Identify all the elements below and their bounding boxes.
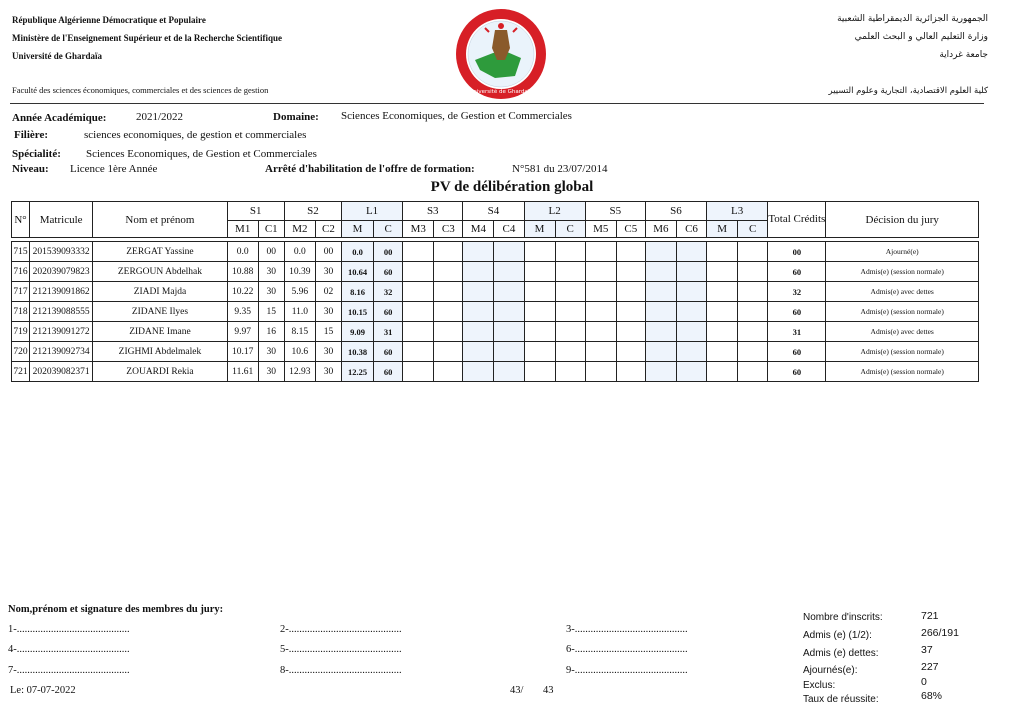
cell-lm: 10.64 — [341, 262, 373, 282]
filiere-value: sciences economiques, de gestion et commerciales — [84, 129, 307, 141]
cell-empty — [463, 242, 494, 262]
cell-empty — [676, 262, 706, 282]
table-row — [12, 302, 979, 322]
cell-empty — [616, 262, 645, 282]
cell-empty — [585, 302, 616, 322]
subheader-3: C2 — [315, 221, 341, 238]
page-title: PV de délibération global — [430, 179, 594, 195]
stat-label-dettes: Admis (e) dettes: — [803, 648, 879, 659]
cell-empty — [403, 362, 434, 382]
cell-empty — [463, 282, 494, 302]
faculty-french: Faculté des sciences économiques, commerciales et des sciences de gestion — [12, 85, 269, 95]
cell-empty — [616, 342, 645, 362]
cell-empty — [585, 362, 616, 382]
cell-c1: 30 — [258, 282, 284, 302]
subheader-9: C4 — [494, 221, 524, 238]
cell-total: 60 — [768, 302, 826, 322]
cell-nom: ZERGAT Yassine — [93, 242, 227, 262]
stat-value-dettes: 37 — [921, 644, 933, 656]
header-right-line-1: الجمهورية الجزائرية الديمقراطية الشعبية — [837, 14, 988, 24]
arrete-label: Arrêté d'habilitation de l'offre de formation: — [265, 163, 475, 175]
cell-c2: 30 — [315, 342, 341, 362]
cell-matricule: 201539093332 — [30, 242, 93, 262]
header-left-line-1: République Algérienne Démocratique et Populaire — [12, 15, 206, 25]
cell-lc: 31 — [374, 322, 403, 342]
cell-lc: 60 — [374, 342, 403, 362]
cell-c2: 15 — [315, 322, 341, 342]
cell-no: 718 — [12, 302, 30, 322]
table-row — [12, 322, 979, 342]
cell-empty — [707, 282, 738, 302]
subheader-11: C — [555, 221, 585, 238]
cell-lc: 60 — [374, 302, 403, 322]
cell-empty — [585, 342, 616, 362]
cell-nom: ZIDANE Ilyes — [93, 302, 227, 322]
cell-empty — [738, 302, 768, 322]
signature-line-3: 3-........................................... — [566, 624, 688, 635]
cell-empty — [434, 262, 463, 282]
cell-empty — [463, 362, 494, 382]
subheader-1: C1 — [258, 221, 284, 238]
cell-empty — [434, 242, 463, 262]
stat-label-ajournes: Ajournés(e): — [803, 665, 858, 676]
cell-empty — [738, 282, 768, 302]
cell-m2: 10.39 — [284, 262, 315, 282]
cell-total: 00 — [768, 242, 826, 262]
cell-empty — [645, 342, 676, 362]
subheader-0: M1 — [227, 221, 258, 238]
cell-nom: ZIDANE Imane — [93, 322, 227, 342]
cell-c2: 02 — [315, 282, 341, 302]
subheader-8: M4 — [463, 221, 494, 238]
cell-empty — [403, 302, 434, 322]
subheader-4: M — [341, 221, 373, 238]
logo-caption: Université de Ghardaïa — [469, 89, 533, 95]
cell-empty — [585, 262, 616, 282]
stat-label-taux: Taux de réussite: — [803, 694, 879, 705]
signature-line-5: 5-........................................... — [280, 644, 402, 655]
cell-c2: 30 — [315, 302, 341, 322]
cell-empty — [494, 342, 524, 362]
cell-empty — [403, 262, 434, 282]
cell-decision: Admis(e) (session normale) — [826, 262, 979, 282]
cell-c2: 30 — [315, 362, 341, 382]
header-s6: S6 — [645, 202, 706, 221]
cell-empty — [676, 242, 706, 262]
table-row — [12, 362, 979, 382]
cell-empty — [645, 282, 676, 302]
cell-empty — [645, 362, 676, 382]
cell-empty — [707, 262, 738, 282]
cell-lm: 9.09 — [341, 322, 373, 342]
cell-empty — [738, 262, 768, 282]
header-nom: Nom et prénom — [93, 202, 227, 238]
cell-empty — [494, 322, 524, 342]
cell-m1: 10.17 — [227, 342, 258, 362]
cell-empty — [555, 342, 585, 362]
cell-no: 716 — [12, 262, 30, 282]
cell-empty — [463, 302, 494, 322]
cell-decision: Admis(e) (session normale) — [826, 342, 979, 362]
cell-empty — [585, 282, 616, 302]
cell-empty — [585, 242, 616, 262]
subheader-10: M — [524, 221, 555, 238]
cell-m2: 11.0 — [284, 302, 315, 322]
cell-c1: 30 — [258, 362, 284, 382]
signature-line-2: 2-........................................... — [280, 624, 402, 635]
stat-label-exclus: Exclus: — [803, 680, 836, 691]
cell-no: 717 — [12, 282, 30, 302]
subheader-2: M2 — [284, 221, 315, 238]
cell-empty — [738, 322, 768, 342]
annee-label: Année Académique: — [12, 112, 107, 124]
annee-value: 2021/2022 — [136, 111, 184, 123]
subheader-6: M3 — [403, 221, 434, 238]
cell-empty — [616, 242, 645, 262]
cell-total: 32 — [768, 282, 826, 302]
arrete-value: N°581 du 23/07/2014 — [512, 163, 608, 175]
cell-lm: 10.38 — [341, 342, 373, 362]
cell-empty — [645, 322, 676, 342]
cell-empty — [616, 282, 645, 302]
cell-empty — [707, 302, 738, 322]
page-total: 43 — [543, 685, 554, 696]
cell-c2: 00 — [315, 242, 341, 262]
cell-c2: 30 — [315, 262, 341, 282]
specialite-label: Spécialité: — [12, 148, 61, 160]
cell-lm: 10.15 — [341, 302, 373, 322]
cell-m2: 10.6 — [284, 342, 315, 362]
cell-lm: 8.16 — [341, 282, 373, 302]
cell-matricule: 212139092734 — [30, 342, 93, 362]
cell-empty — [403, 342, 434, 362]
cell-no: 719 — [12, 322, 30, 342]
cell-m1: 9.35 — [227, 302, 258, 322]
stat-value-inscrits: 721 — [921, 610, 939, 622]
signature-line-7: 7-........................................... — [8, 665, 130, 676]
cell-empty — [738, 362, 768, 382]
signature-line-9: 9-........................................... — [566, 665, 688, 676]
cell-nom: ZOUARDI Rekia — [93, 362, 227, 382]
cell-nom: ZIADI Majda — [93, 282, 227, 302]
cell-decision: Admis(e) avec dettes — [826, 322, 979, 342]
cell-empty — [707, 322, 738, 342]
cell-lc: 32 — [374, 282, 403, 302]
cell-m1: 10.88 — [227, 262, 258, 282]
specialite-value: Sciences Economiques, de Gestion et Commerciales — [86, 148, 317, 160]
table-row — [12, 342, 979, 362]
cell-empty — [463, 342, 494, 362]
cell-empty — [434, 322, 463, 342]
cell-decision: Admis(e) avec dettes — [826, 282, 979, 302]
stat-value-taux: 68% — [921, 690, 943, 702]
cell-empty — [434, 282, 463, 302]
cell-total: 31 — [768, 322, 826, 342]
header-s3: S3 — [403, 202, 463, 221]
cell-empty — [494, 242, 524, 262]
cell-empty — [524, 242, 555, 262]
subheader-12: M5 — [585, 221, 616, 238]
subheader-5: C — [374, 221, 403, 238]
header-s2: S2 — [284, 202, 341, 221]
cell-empty — [434, 302, 463, 322]
cell-empty — [494, 262, 524, 282]
cell-m2: 8.15 — [284, 322, 315, 342]
cell-c1: 30 — [258, 262, 284, 282]
cell-empty — [555, 322, 585, 342]
cell-empty — [645, 262, 676, 282]
cell-decision: Admis(e) (session normale) — [826, 362, 979, 382]
header-s1: S1 — [227, 202, 284, 221]
header-divider — [10, 103, 984, 104]
signature-line-8: 8-........................................... — [280, 665, 402, 676]
cell-empty — [524, 342, 555, 362]
cell-lc: 60 — [374, 262, 403, 282]
cell-m1: 0.0 — [227, 242, 258, 262]
cell-empty — [403, 242, 434, 262]
header-s5: S5 — [585, 202, 645, 221]
table-row — [12, 262, 979, 282]
cell-empty — [645, 242, 676, 262]
cell-total: 60 — [768, 262, 826, 282]
cell-empty — [555, 242, 585, 262]
university-seal-icon — [455, 8, 547, 100]
stat-value-admis: 266/191 — [921, 627, 959, 639]
cell-empty — [555, 262, 585, 282]
cell-empty — [403, 282, 434, 302]
cell-empty — [645, 302, 676, 322]
date: Le: 07-07-2022 — [10, 685, 76, 696]
faculty-arabic: كلية العلوم الاقتصادية، التجارية وعلوم التسيير — [828, 86, 988, 96]
header-left-line-3: Université de Ghardaïa — [12, 51, 102, 61]
subheader-14: M6 — [645, 221, 676, 238]
cell-matricule: 212139091862 — [30, 282, 93, 302]
cell-empty — [676, 342, 706, 362]
stat-value-ajournes: 227 — [921, 661, 939, 673]
subheader-17: C — [738, 221, 768, 238]
cell-no: 721 — [12, 362, 30, 382]
cell-empty — [524, 262, 555, 282]
cell-total: 60 — [768, 342, 826, 362]
cell-empty — [463, 322, 494, 342]
deliberation-table — [11, 201, 979, 382]
header-left-line-2: Ministère de l'Enseignement Supérieur et de la Recherche Scientifique — [12, 33, 282, 43]
cell-empty — [463, 262, 494, 282]
header-l3: L3 — [707, 202, 768, 221]
domaine-label: Domaine: — [273, 111, 319, 123]
header-l2: L2 — [524, 202, 585, 221]
subheader-13: C5 — [616, 221, 645, 238]
cell-m1: 11.61 — [227, 362, 258, 382]
header-decision: Décision du jury — [826, 202, 979, 238]
cell-empty — [434, 342, 463, 362]
cell-decision: Ajourné(e) — [826, 242, 979, 262]
header-l1: L1 — [341, 202, 402, 221]
cell-empty — [494, 362, 524, 382]
cell-c1: 15 — [258, 302, 284, 322]
cell-empty — [585, 322, 616, 342]
cell-empty — [524, 362, 555, 382]
cell-empty — [676, 302, 706, 322]
subheader-15: C6 — [676, 221, 706, 238]
header-total: Total Crédits — [768, 202, 826, 238]
cell-matricule: 212139088555 — [30, 302, 93, 322]
cell-lm: 0.0 — [341, 242, 373, 262]
cell-no: 720 — [12, 342, 30, 362]
cell-empty — [494, 302, 524, 322]
cell-c1: 30 — [258, 342, 284, 362]
cell-lc: 60 — [374, 362, 403, 382]
signature-line-6: 6-........................................... — [566, 644, 688, 655]
cell-empty — [707, 242, 738, 262]
cell-m2: 5.96 — [284, 282, 315, 302]
cell-decision: Admis(e) (session normale) — [826, 302, 979, 322]
cell-empty — [676, 282, 706, 302]
cell-empty — [524, 302, 555, 322]
cell-nom: ZERGOUN Abdelhak — [93, 262, 227, 282]
cell-empty — [434, 362, 463, 382]
cell-no: 715 — [12, 242, 30, 262]
stat-label-admis: Admis (e) (1/2): — [803, 630, 872, 641]
cell-empty — [676, 362, 706, 382]
domaine-value: Sciences Economiques, de Gestion et Commerciales — [341, 110, 572, 122]
page-number: 43/ — [510, 685, 524, 696]
cell-empty — [555, 282, 585, 302]
cell-empty — [524, 282, 555, 302]
cell-lc: 00 — [374, 242, 403, 262]
cell-empty — [616, 322, 645, 342]
cell-c1: 00 — [258, 242, 284, 262]
cell-empty — [616, 362, 645, 382]
header-matricule: Matricule — [30, 202, 93, 238]
filiere-label: Filière: — [14, 129, 48, 141]
niveau-value: Licence 1ère Année — [70, 163, 158, 175]
cell-empty — [524, 322, 555, 342]
cell-m2: 12.93 — [284, 362, 315, 382]
cell-empty — [616, 302, 645, 322]
cell-empty — [494, 282, 524, 302]
cell-matricule: 212139091272 — [30, 322, 93, 342]
header-right-line-2: وزارة التعليم العالي و البحث العلمي — [854, 32, 988, 42]
cell-total: 60 — [768, 362, 826, 382]
cell-lm: 12.25 — [341, 362, 373, 382]
cell-m1: 9.97 — [227, 322, 258, 342]
cell-empty — [403, 322, 434, 342]
cell-empty — [555, 302, 585, 322]
cell-empty — [707, 342, 738, 362]
niveau-label: Niveau: — [12, 163, 49, 175]
header-right-line-3: جامعة غرداية — [939, 50, 988, 60]
cell-empty — [738, 242, 768, 262]
subheader-7: C3 — [434, 221, 463, 238]
cell-matricule: 202039079823 — [30, 262, 93, 282]
table-row — [12, 282, 979, 302]
cell-empty — [676, 322, 706, 342]
cell-empty — [738, 342, 768, 362]
cell-c1: 16 — [258, 322, 284, 342]
subheader-16: M — [707, 221, 738, 238]
stat-label-inscrits: Nombre d'inscrits: — [803, 612, 883, 623]
cell-m1: 10.22 — [227, 282, 258, 302]
signature-line-4: 4-........................................... — [8, 644, 130, 655]
signature-line-1: 1-........................................... — [8, 624, 130, 635]
cell-empty — [707, 362, 738, 382]
stat-value-exclus: 0 — [921, 676, 927, 688]
cell-m2: 0.0 — [284, 242, 315, 262]
cell-matricule: 202039082371 — [30, 362, 93, 382]
header-no: N° — [12, 202, 30, 238]
header-s4: S4 — [463, 202, 524, 221]
table-row — [12, 242, 979, 262]
cell-nom: ZIGHMI Abdelmalek — [93, 342, 227, 362]
jury-title: Nom,prénom et signature des membres du jury: — [8, 604, 224, 615]
cell-empty — [555, 362, 585, 382]
